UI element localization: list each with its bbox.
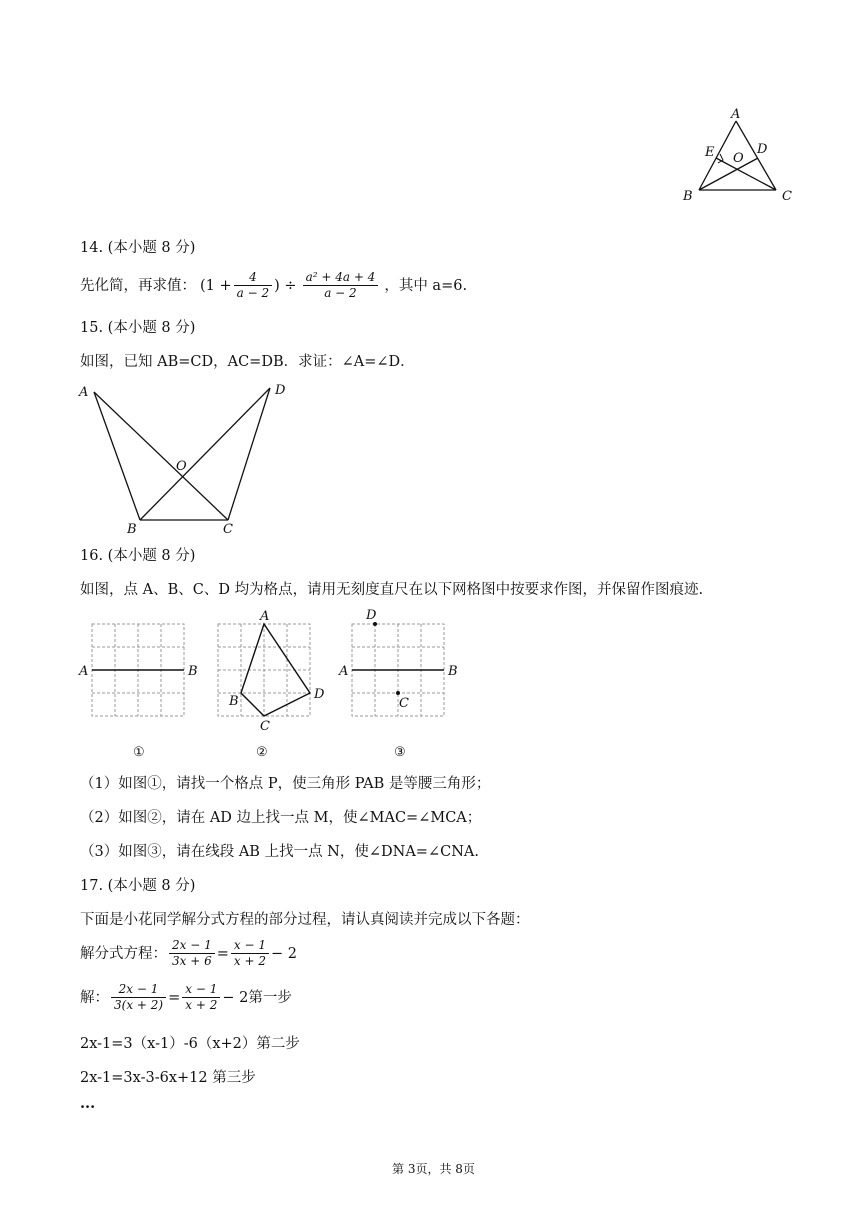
q17-s1-step: 第一步 bbox=[248, 989, 292, 1006]
q17-sol-label: 解： bbox=[80, 989, 109, 1006]
q17-eq-right bbox=[231, 938, 269, 969]
label-C: C bbox=[223, 522, 233, 537]
q17-s1-tail: − 2 bbox=[222, 989, 249, 1006]
label-D: D bbox=[757, 142, 768, 157]
grid3-label-B: B bbox=[448, 664, 458, 679]
q17-s1-left bbox=[111, 982, 166, 1013]
grid-figures-q16 bbox=[74, 606, 494, 766]
grid3-label-C: C bbox=[399, 696, 409, 711]
q14-f1-den: a − 2 bbox=[234, 285, 272, 301]
label-A: A bbox=[79, 385, 89, 400]
q14-prefix: 先化简，再求值： bbox=[80, 277, 196, 294]
label-D: D bbox=[275, 383, 286, 398]
triangle-figure-q13 bbox=[676, 104, 796, 204]
q17-s1-left-num: 2x − 1 bbox=[118, 982, 159, 996]
q16-item-2: （2）如图②，请在 AD 边上找一点 M，使∠MAC=∠MCA； bbox=[80, 810, 482, 826]
q14-one: (1 + bbox=[200, 277, 232, 294]
label-A: A bbox=[731, 107, 741, 122]
label-O: O bbox=[733, 151, 744, 166]
q14-suffix: ，其中 a=6. bbox=[384, 277, 468, 294]
q17-eq-tail: − 2 bbox=[270, 945, 297, 962]
q14-header: 14. (本小题 8 分) bbox=[80, 240, 196, 256]
label-O: O bbox=[176, 459, 187, 474]
q17-step2: 2x-1=3（x-1）-6（x+2）第二步 bbox=[80, 1036, 300, 1052]
grid2-label-B: B bbox=[229, 694, 239, 709]
q15-text: 如图，已知 AB=CD，AC=DB．求证：∠A=∠D． bbox=[80, 354, 415, 370]
q14-f1-num: 4 bbox=[249, 270, 257, 284]
q14-f2-den: a − 2 bbox=[303, 285, 379, 301]
label-B: B bbox=[683, 189, 693, 204]
grid1-label-B: B bbox=[188, 664, 198, 679]
grid2-label-A: A bbox=[260, 609, 270, 624]
q14-expression bbox=[80, 270, 467, 301]
grid2-label-D: D bbox=[314, 687, 325, 702]
grid2-label-C: C bbox=[260, 719, 270, 734]
q14-fraction-1 bbox=[234, 270, 272, 301]
q17-s1-right bbox=[182, 982, 220, 1013]
label-E: E bbox=[705, 145, 715, 160]
q17-eq-label: 解分式方程： bbox=[80, 945, 167, 962]
q17-eq-left bbox=[169, 938, 215, 969]
q17-eq-left-num: 2x − 1 bbox=[172, 938, 212, 952]
grid1-label-A: A bbox=[79, 664, 89, 679]
q15-header: 15. (本小题 8 分) bbox=[80, 320, 196, 336]
q17-eq-equals: = bbox=[216, 945, 229, 962]
q17-s1-equals: = bbox=[168, 989, 181, 1006]
q17-ellipsis: ··· bbox=[80, 1099, 96, 1116]
q17-s1-left-den: 3(x + 2) bbox=[111, 997, 166, 1013]
q17-intro: 下面是小花同学解分式方程的部分过程，请认真阅读并完成以下各题： bbox=[80, 912, 530, 928]
q14-fraction-2 bbox=[303, 270, 379, 301]
grid3-caption: ③ bbox=[394, 745, 406, 760]
grid3-label-D: D bbox=[366, 608, 377, 623]
grid2-caption: ② bbox=[256, 745, 268, 760]
grid3-label-A: A bbox=[339, 664, 349, 679]
label-C: C bbox=[782, 189, 792, 204]
label-B: B bbox=[127, 522, 137, 537]
q17-eq-left-den: 3x + 6 bbox=[169, 953, 215, 969]
q17-equation bbox=[80, 938, 297, 969]
q14-f2-num: a² + 4a + 4 bbox=[305, 270, 376, 284]
q16-item-1: （1）如图①，请找一个格点 P，使三角形 PAB 是等腰三角形； bbox=[80, 776, 491, 792]
q17-step3: 2x-1=3x-3-6x+12 第三步 bbox=[80, 1070, 256, 1086]
grid1-caption: ① bbox=[133, 745, 145, 760]
q17-eq-right-num: x − 1 bbox=[233, 938, 266, 952]
q17-step1 bbox=[80, 982, 292, 1013]
q17-eq-right-den: x + 2 bbox=[231, 953, 269, 969]
q16-text: 如图，点 A、B、C、D 均为格点，请用无刻度直尺在以下网格图中按要求作图，并保留作图痕迹. bbox=[80, 582, 704, 598]
q16-header: 16. (本小题 8 分) bbox=[80, 548, 196, 564]
q16-item-3: （3）如图③，请在线段 AB 上找一点 N，使∠DNA=∠CNA. bbox=[80, 844, 479, 860]
q17-s1-right-den: x + 2 bbox=[182, 997, 220, 1013]
page-footer: 第 3页，共 8页 bbox=[392, 1162, 475, 1176]
q17-header: 17. (本小题 8 分) bbox=[80, 878, 196, 894]
q14-close-div: ) ÷ bbox=[274, 277, 297, 294]
q17-s1-right-num: x − 1 bbox=[185, 982, 218, 996]
bowtie-figure-q15 bbox=[74, 378, 294, 538]
